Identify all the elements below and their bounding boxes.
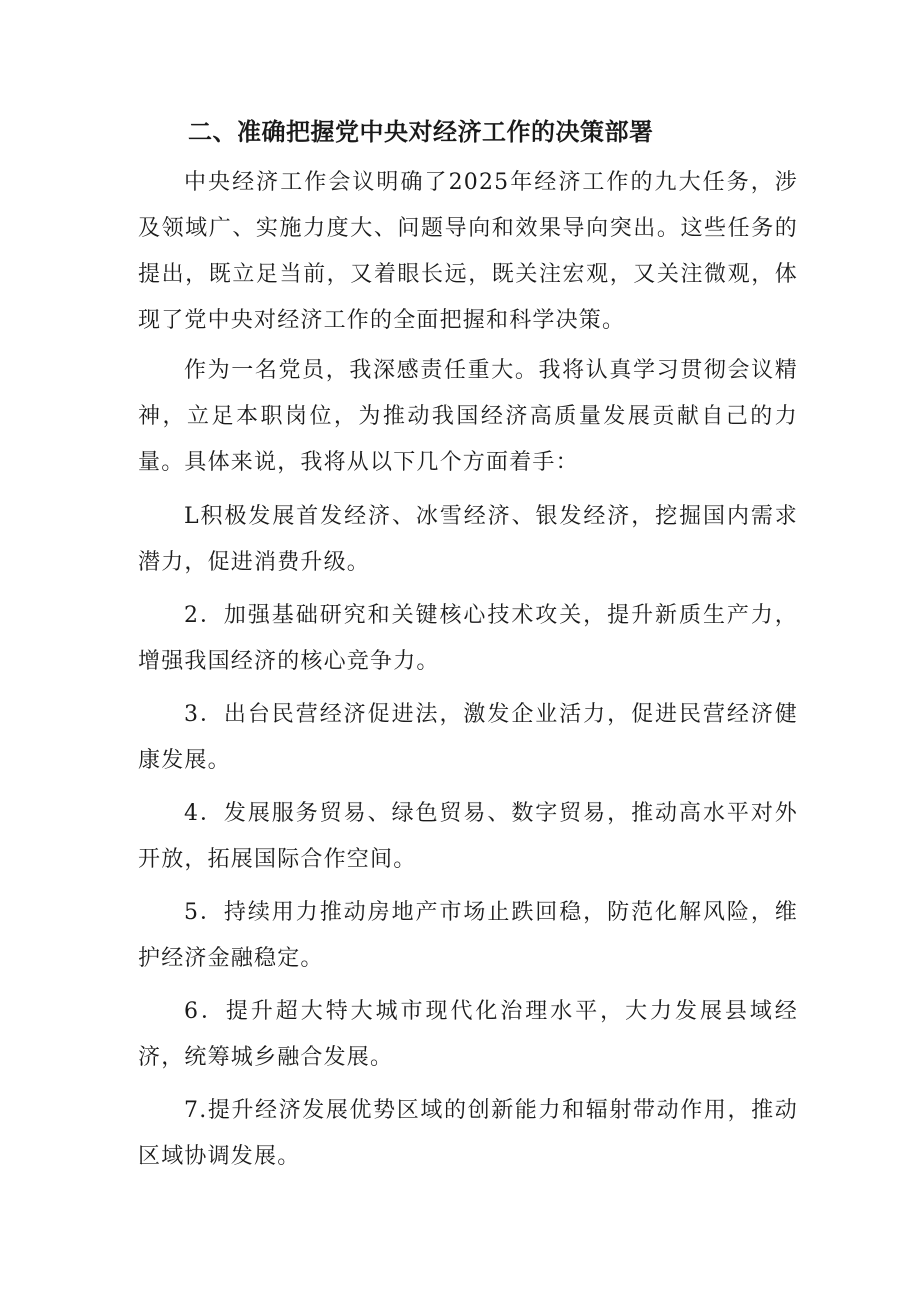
commitment-paragraph: 作为一名党员，我深感责任重大。我将认真学习贯彻会议精神，立足本职岗位，为推动我国经济高质量发展贡献自己的力量。具体来说，我将从以下几个方面着手：: [138, 358, 798, 475]
list-item: 6．提升超大特大城市现代化治理水平，大力发展县域经济，统筹城乡融合发展。: [138, 999, 798, 1070]
list-item: 4．发展服务贸易、绿色贸易、数字贸易，推动高水平对外开放，拓展国际合作空间。: [138, 801, 798, 872]
list-item: 2．加强基础研究和关键核心技术攻关，提升新质生产力，增强我国经济的核心竞争力。: [138, 603, 798, 674]
list-item: L积极发展首发经济、冰雪经济、银发经济，挖掘国内需求潜力，促进消费升级。: [138, 504, 798, 575]
document-body: [138, 110, 798, 1180]
intro-paragraph: 中央经济工作会议明确了2025年经济工作的九大任务，涉及领域广、实施力度大、问题导向和效果导向突出。这些任务的提出，既立足当前，又着眼长远，既关注宏观，又关注微观，体现了党中央对经济工作的全面把握和科学决策。: [138, 170, 798, 333]
section-heading: 二、准确把握党中央对经济工作的决策部署: [188, 118, 654, 146]
list-item: 5．持续用力推动房地产市场止跌回稳，防范化解风险，维护经济金融稳定。: [138, 900, 798, 971]
list-item: 7.提升经济发展优势区域的创新能力和辐射带动作用，推动区域协调发展。: [138, 1098, 798, 1169]
list-item: 3．出台民营经济促进法，激发企业活力，促进民营经济健康发展。: [138, 702, 798, 773]
